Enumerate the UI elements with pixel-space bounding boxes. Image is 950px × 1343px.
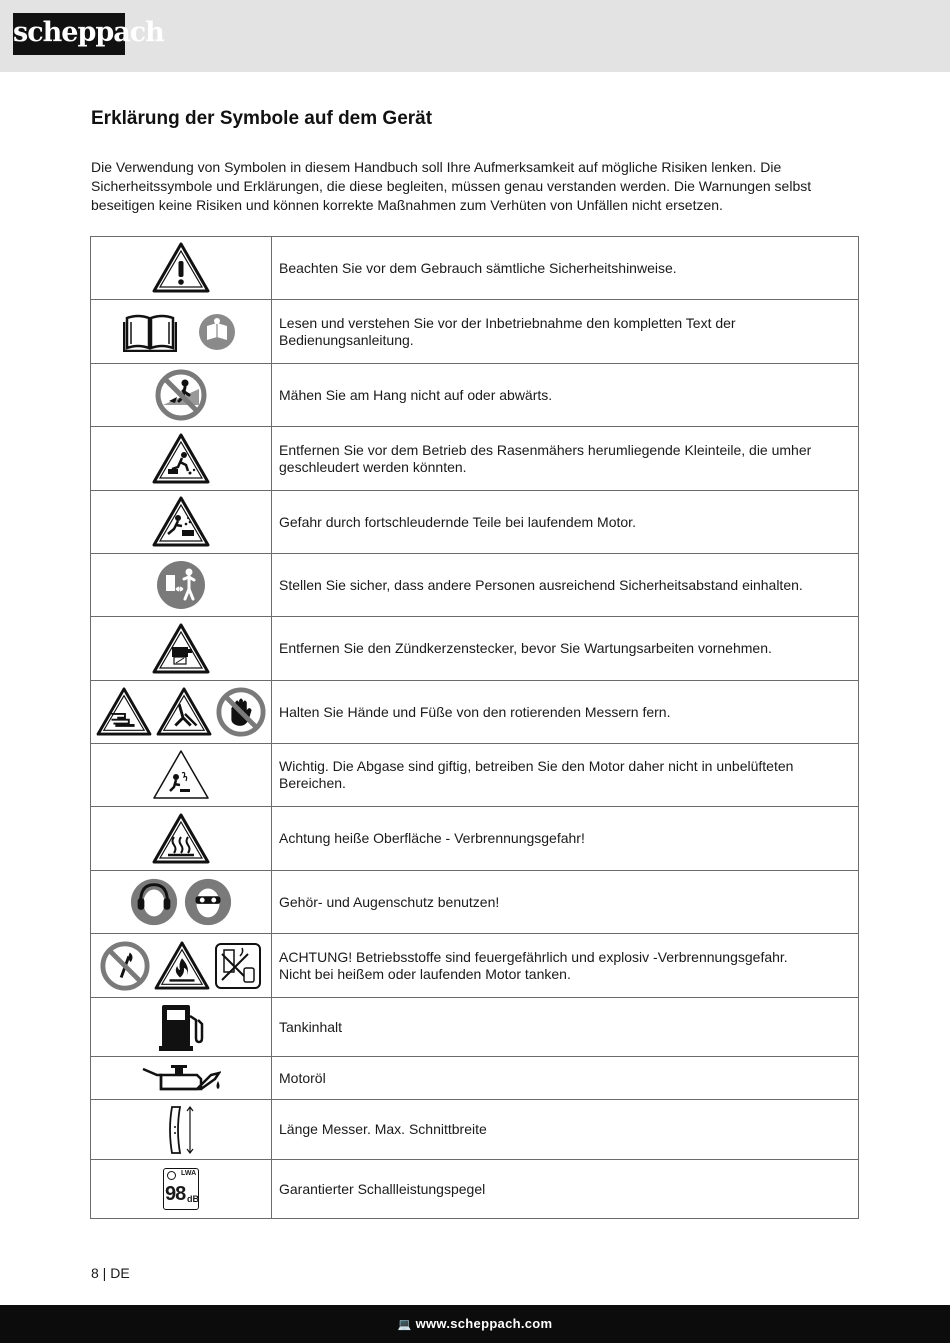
symbol-description: Tankinhalt <box>272 998 859 1057</box>
symbol-row <box>91 998 859 1057</box>
symbol-description: Halten Sie Hände und Füße von den rotierenden Messern fern. <box>272 681 859 744</box>
no-open-flame-icon <box>100 941 150 991</box>
symbol-row <box>91 491 859 554</box>
hot-surface-warning-icon <box>152 813 210 865</box>
no-hands-icon <box>216 687 266 737</box>
no-mowing-on-slope-icon <box>155 369 207 421</box>
symbol-description: ACHTUNG! Betriebsstoffe sind feuergefährlich und explosiv -Verbrennungsgefahr. Nicht bei heißem oder laufenden Motor tanken. <box>272 934 859 998</box>
remove-debris-warning-icon <box>152 433 210 485</box>
open-book-icon <box>123 312 177 352</box>
hearing-protection-icon <box>129 877 179 927</box>
symbol-row <box>91 1160 859 1219</box>
symbol-row <box>91 554 859 617</box>
symbol-row <box>91 744 859 807</box>
symbol-row <box>91 871 859 934</box>
symbol-row <box>91 237 859 300</box>
blade-length-icon <box>166 1105 196 1155</box>
symbol-description: Entfernen Sie vor dem Betrieb des Rasenmähers herumliegende Kleinteile, die umher geschleudert werden könnten. <box>272 427 859 491</box>
hand-blade-warning-icon <box>96 687 152 737</box>
symbol-description: Mähen Sie am Hang nicht auf oder abwärts. <box>272 364 859 427</box>
sound-power-level-icon: LWA 98 dB <box>163 1168 199 1210</box>
symbol-description: Wichtig. Die Abgase sind giftig, betreiben Sie den Motor daher nicht in unbelüfteten Bereichen. <box>272 744 859 807</box>
symbol-row <box>91 934 859 998</box>
symbol-description: Achtung heiße Oberfläche - Verbrennungsgefahr! <box>272 807 859 871</box>
intro-paragraph: Die Verwendung von Symbolen in diesem Handbuch soll Ihre Aufmerksamkeit auf mögliche Risiken lenken. Die Sicherheitssymbole und Erklärungen, die diese begleiten, müssen genau verstanden werden. Die Warnungen selbst beseitigen keine Risiken und können korrekte Maßnahmen zum Verhüten von Unfällen nicht ersetzen. <box>91 159 812 213</box>
section-title: Erklärung der Symbole auf dem Gerät <box>91 108 433 129</box>
footer-link[interactable]: 💻 www.scheppach.com <box>397 1316 553 1331</box>
monitor-icon: 💻 <box>397 1319 412 1331</box>
keep-distance-icon <box>155 559 207 611</box>
symbol-description: Garantierter Schallleistungspegel <box>272 1160 859 1219</box>
fuel-tank-icon <box>158 1002 204 1052</box>
symbol-description: Lesen und verstehen Sie vor der Inbetriebnahme den kompletten Text der Bedienungsanleitung. <box>272 300 859 364</box>
symbol-description: Länge Messer. Max. Schnittbreite <box>272 1100 859 1160</box>
symbol-row <box>91 300 859 364</box>
general-warning-icon <box>152 242 210 294</box>
page-header <box>0 0 950 72</box>
foot-blade-warning-icon <box>156 687 212 737</box>
symbol-row <box>91 1057 859 1100</box>
symbol-row <box>91 617 859 681</box>
symbol-description: Gehör- und Augenschutz benutzen! <box>272 871 859 934</box>
page-number: 8 | DE <box>91 1265 130 1281</box>
symbol-description: Motoröl <box>272 1057 859 1100</box>
symbol-row <box>91 364 859 427</box>
toxic-exhaust-warning-icon <box>152 749 210 801</box>
flying-parts-warning-icon <box>152 496 210 548</box>
spark-plug-warning-icon <box>152 623 210 675</box>
brand-logo: scheppach <box>13 13 125 55</box>
engine-oil-icon <box>141 1063 221 1093</box>
symbol-row <box>91 681 859 744</box>
symbol-row <box>91 807 859 871</box>
refuel-warning-icon <box>214 942 262 990</box>
eye-protection-icon <box>183 877 233 927</box>
flammable-warning-icon <box>154 941 210 991</box>
symbol-description: Gefahr durch fortschleudernde Teile bei laufendem Motor. <box>272 491 859 554</box>
symbol-description: Beachten Sie vor dem Gebrauch sämtliche Sicherheitshinweise. <box>272 237 859 300</box>
symbol-row <box>91 427 859 491</box>
symbol-table <box>90 236 859 1219</box>
symbol-row <box>91 1100 859 1160</box>
symbol-description: Stellen Sie sicher, dass andere Personen ausreichend Sicherheitsabstand einhalten. <box>272 554 859 617</box>
symbol-description: Entfernen Sie den Zündkerzenstecker, bevor Sie Wartungsarbeiten vornehmen. <box>272 617 859 681</box>
page-footer <box>0 1305 950 1343</box>
read-manual-icon <box>195 310 239 354</box>
